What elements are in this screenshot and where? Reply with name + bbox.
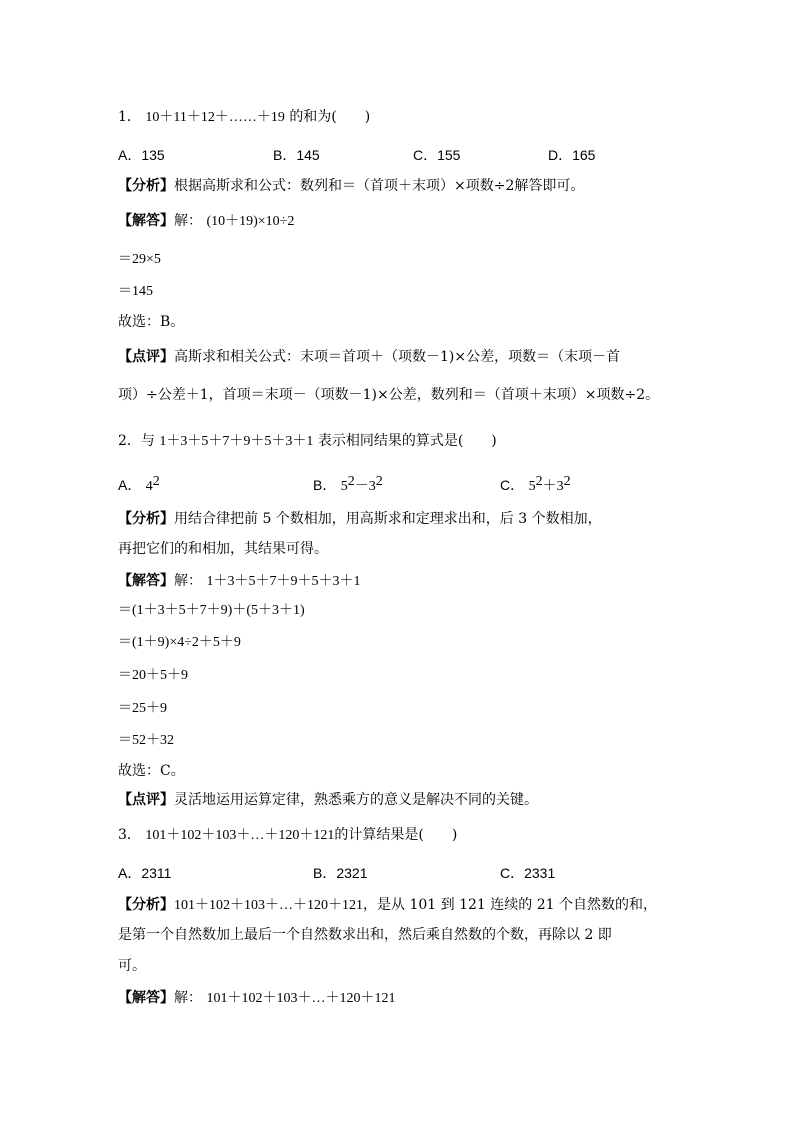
q2-comment xyxy=(118,791,538,809)
answer-tag: 【解答】 xyxy=(118,990,174,1006)
q3-stem xyxy=(118,826,457,845)
q2-expression: 1＋3＋5＋7＋9＋5＋3＋1 xyxy=(159,434,314,449)
q2-stem-lead: 与 xyxy=(140,433,155,449)
q3-option-a: A．2311 xyxy=(118,865,172,881)
q1-option-d: D．165 xyxy=(548,147,596,163)
q3-option-c: C．2331 xyxy=(500,865,556,881)
q1-option-b: B．145 xyxy=(273,147,320,163)
q3-option-b: B．2321 xyxy=(313,865,368,881)
q2-analysis-text: 用结合律把前 5 个数相加，用高斯求和定理求出和，后 3 个数相加， xyxy=(174,511,602,527)
q1-comment-line2: 项）÷公差＋1，首项＝末项－（项数－1)×公差，数列和＝（首项＋末项）×项数÷2。 xyxy=(118,387,660,403)
q3-answer-expression: 101＋102＋103＋…＋120＋121 xyxy=(206,991,396,1006)
q2-stem-tail: 表示相同结果的算式是( ) xyxy=(317,433,497,449)
analysis-tag: 【分析】 xyxy=(118,897,174,913)
q3-expression: 101＋102＋103＋…＋120＋121 xyxy=(145,828,335,843)
q2-step: ＝20＋5＋9 xyxy=(118,668,188,683)
q2-step: ＝25＋9 xyxy=(118,701,167,716)
q2-stem xyxy=(118,432,497,451)
q1-option-c: C．155 xyxy=(413,147,461,163)
q3-analysis-line3: 可。 xyxy=(118,958,146,974)
q1-stem xyxy=(118,108,370,127)
q1-comment-text: 高斯求和相关公式：末项＝首项＋（项数－1)×公差，项数＝（末项－首 xyxy=(174,349,621,365)
q2-comment-text: 灵活地运用运算定律，熟悉乘方的意义是解决不同的关键。 xyxy=(174,792,538,808)
q3-analysis-expression: 101＋102＋103＋…＋120＋121 xyxy=(174,898,363,913)
answer-tag: 【解答】 xyxy=(118,213,174,229)
q3-analysis xyxy=(118,896,657,915)
q1-number: 1． xyxy=(118,109,141,125)
q3-stem-tail: 的计算结果是( ) xyxy=(334,827,458,843)
comment-tag: 【点评】 xyxy=(118,349,174,365)
analysis-tag: 【分析】 xyxy=(118,178,174,194)
q2-choice: 故选：C。 xyxy=(118,763,185,779)
q1-stem-tail: 的和为( ) xyxy=(289,109,371,125)
q1-analysis-text: 根据高斯求和公式：数列和＝（首项＋末项）×项数÷2解答即可。 xyxy=(174,178,585,194)
q1-analysis xyxy=(118,177,584,195)
q3-analysis-line2: 是第一个自然数加上最后一个自然数求出和，然后乘自然数的个数，再除以 2 即 xyxy=(118,927,612,943)
answer-lead: 解： xyxy=(174,213,202,229)
q2-analysis-line2: 再把它们的和相加，其结果可得。 xyxy=(118,541,328,557)
q3-answer xyxy=(118,989,395,1008)
q1-option-a: A．135 xyxy=(118,147,165,163)
q3-analysis-text: ，是从 101 到 121 连续的 21 个自然数的和， xyxy=(363,897,657,913)
answer-lead: 解： xyxy=(174,573,202,589)
q2-number: 2． xyxy=(118,433,141,449)
q2-step: ＝(1＋3＋5＋7＋9)＋(5＋3＋1) xyxy=(118,603,305,618)
q2-step: ＝(1＋9)×4÷2＋5＋9 xyxy=(118,635,241,650)
q2-option-a: A． $4^2$ xyxy=(118,474,160,494)
q1-expression: 10＋11＋12＋……＋19 xyxy=(145,110,285,125)
q2-option-b: B． $5^2-3^2$ xyxy=(313,474,383,494)
answer-tag: 【解答】 xyxy=(118,573,174,589)
q1-step: ＝145 xyxy=(118,284,153,299)
q3-number: 3． xyxy=(118,827,141,843)
q1-answer xyxy=(118,212,294,231)
analysis-tag: 【分析】 xyxy=(118,511,174,527)
q1-step: (10＋19)×10÷2 xyxy=(206,214,295,229)
q2-analysis xyxy=(118,510,602,528)
comment-tag: 【点评】 xyxy=(118,792,174,808)
q1-step: ＝29×5 xyxy=(118,252,161,267)
q2-step: ＝52＋32 xyxy=(118,733,174,748)
q2-option-c: C． $5^2+3^2$ xyxy=(500,474,571,494)
answer-lead: 解： xyxy=(174,990,202,1006)
q2-answer xyxy=(118,572,360,591)
q1-comment xyxy=(118,348,620,366)
q1-choice: 故选：B。 xyxy=(118,314,185,330)
q2-step: 1＋3＋5＋7＋9＋5＋3＋1 xyxy=(206,574,361,589)
